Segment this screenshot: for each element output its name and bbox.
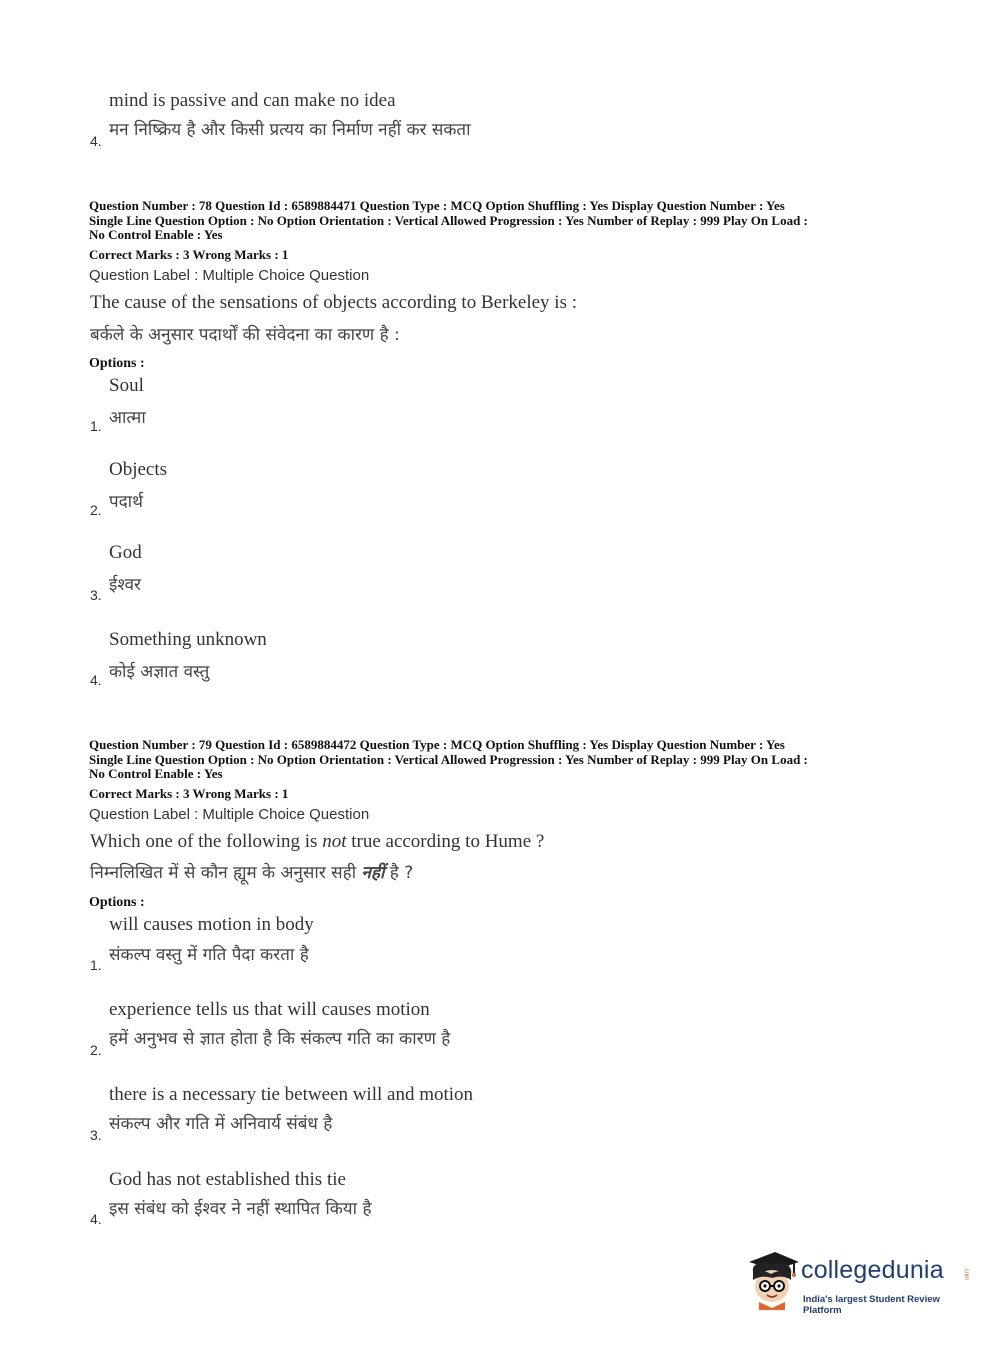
q79-option-3-hi: संकल्प और गति में अनिवार्य संबंध है	[109, 1114, 333, 1134]
meta-line: No Control Enable : Yes	[89, 766, 223, 781]
question-79-text-en	[90, 831, 544, 853]
question-78-options-label: Options :	[89, 356, 145, 371]
question-79-options-label: Options :	[89, 895, 145, 910]
meta-line: Single Line Question Option : No Option Orientation : Vertical Allowed Progression : Yes Number of Replay : 999 Play On Load :	[89, 212, 808, 228]
question-79-label: Question Label : Multiple Choice Question	[89, 806, 370, 823]
logo-suffix: .com	[963, 1267, 969, 1281]
q78-option-3-hi: ईश्वर	[109, 575, 141, 595]
meta-line: No Control Enable : Yes	[89, 227, 223, 242]
question-79-text-hi-emphasis: नहीं	[361, 863, 385, 883]
q79-option-1-hi: संकल्प वस्तु में गति पैदा करता है	[109, 945, 309, 965]
question-79-marks: Correct Marks : 3 Wrong Marks : 1	[89, 786, 289, 801]
q79-option-4-number: 4.	[90, 1211, 102, 1227]
question-79-text-hi-post: है ?	[384, 863, 414, 883]
question-78-label: Question Label : Multiple Choice Question	[89, 267, 370, 284]
question-79-text-en-pre: Which one of the following is	[90, 831, 323, 852]
meta-line: Question Number : 78 Question Id : 6589884471 Question Type : MCQ Option Shuffling : Yes Display Question Number : Yes	[89, 198, 785, 213]
q78-option-1-en: Soul	[109, 375, 144, 396]
q78-option-1-hi: आत्मा	[109, 408, 146, 428]
question-79-text-hi	[90, 860, 413, 883]
logo-name: collegedunia	[801, 1256, 944, 1284]
prev-option-4-hi: मन निष्क्रिय है और किसी प्रत्यय का निर्माण नहीं कर सकता	[109, 120, 471, 140]
q78-option-3-en: God	[109, 542, 142, 563]
q79-option-4-en: God has not established this tie	[109, 1169, 346, 1190]
question-79-meta	[89, 738, 949, 782]
question-79-text-en-emphasis: not	[322, 831, 347, 852]
q79-option-1-en: will causes motion in body	[109, 914, 314, 935]
q79-option-3-number: 3.	[90, 1127, 102, 1143]
q79-option-3-en: there is a necessary tie between will and motion	[109, 1084, 474, 1105]
logo-tagline: India's largest Student Review Platform	[803, 1294, 940, 1316]
question-78-text-en: The cause of the sensations of objects according to Berkeley is :	[90, 292, 577, 313]
question-79-text-hi-pre: निम्नलिखित में से कौन ह्यूम के अनुसार सही	[90, 863, 362, 883]
q79-option-2-en: experience tells us that will causes motion	[109, 999, 430, 1020]
question-79-text-en-post: true according to Hume ?	[346, 831, 545, 852]
prev-option-4-en: mind is passive and can make no idea	[109, 90, 396, 111]
q78-option-2-number: 2.	[90, 502, 102, 518]
q78-option-2-en: Objects	[109, 459, 168, 480]
q78-option-1-number: 1.	[90, 418, 102, 434]
q79-option-2-number: 2.	[90, 1042, 102, 1058]
question-78-text-hi: बर्कले के अनुसार पदार्थों की संवेदना का कारण है :	[90, 325, 400, 345]
question-78-meta	[89, 199, 949, 243]
collegedunia-logo[interactable]	[741, 1248, 973, 1314]
q78-option-3-number: 3.	[90, 587, 102, 603]
meta-line: Question Number : 79 Question Id : 6589884472 Question Type : MCQ Option Shuffling : Yes Display Question Number : Yes	[89, 737, 785, 752]
q79-option-2-hi: हमें अनुभव से ज्ञात होता है कि संकल्प गति का कारण है	[109, 1029, 451, 1049]
q78-option-4-en: Something unknown	[109, 629, 267, 650]
q78-option-2-hi: पदार्थ	[109, 492, 143, 512]
student-mascot-icon	[741, 1248, 803, 1314]
meta-line: Single Line Question Option : No Option Orientation : Vertical Allowed Progression : Yes Number of Replay : 999 Play On Load :	[89, 751, 808, 767]
prev-option-4-number: 4.	[90, 133, 102, 149]
q79-option-4-hi: इस संबंध को ईश्वर ने नहीं स्थापित किया है	[109, 1199, 372, 1219]
q79-option-1-number: 1.	[90, 957, 102, 973]
question-78-marks: Correct Marks : 3 Wrong Marks : 1	[89, 247, 289, 262]
q78-option-4-number: 4.	[90, 672, 102, 688]
q78-option-4-hi: कोई अज्ञात वस्तु	[109, 662, 210, 682]
